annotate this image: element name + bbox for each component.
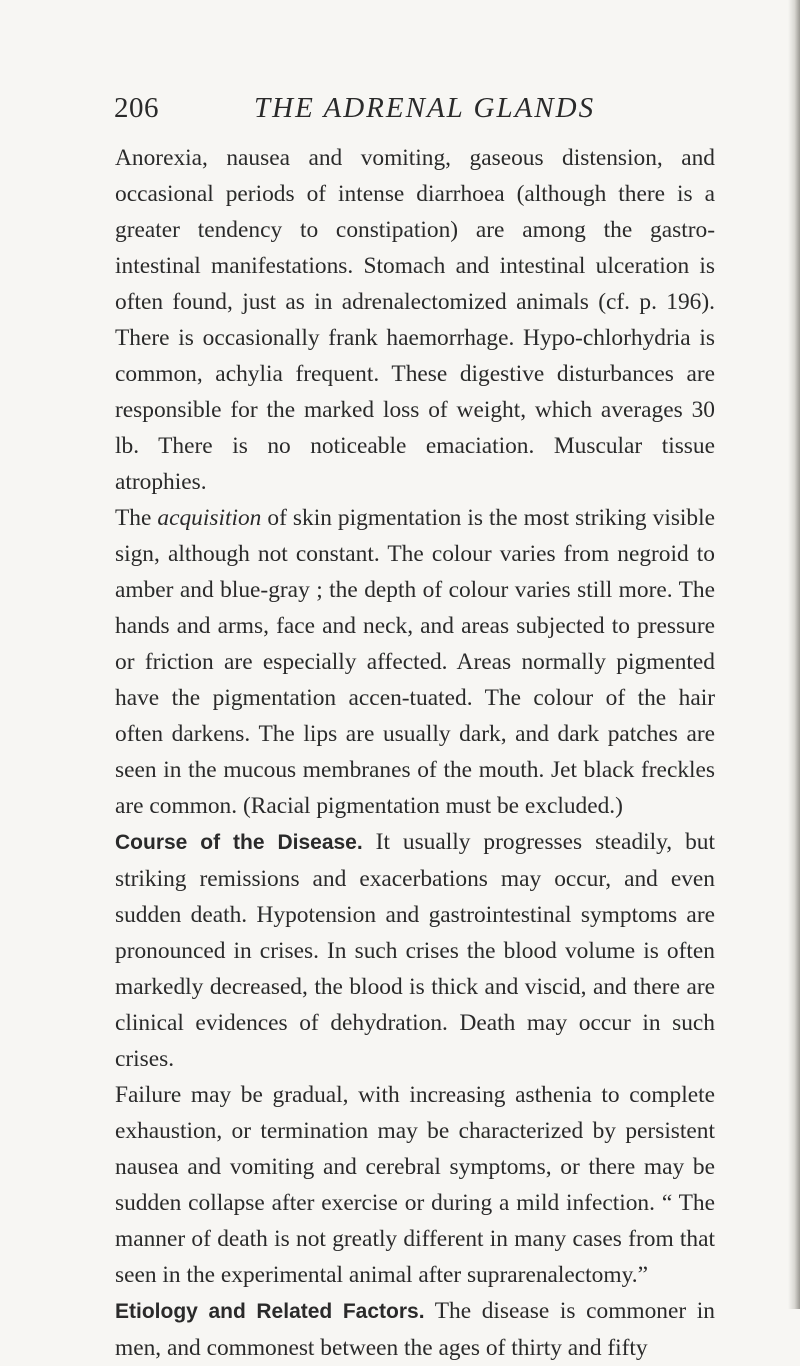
paragraph-text: It usually progresses steadily, but striking remissions and exacerbations may occur, and even sudden death. Hypotension and gastrointestinal symptoms are pronounced in crises. In such crises the blood volume is often markedly decreased, the blood is thick and viscid, and there are clinical evidences of dehydration. Death may occur in such crises. — [115, 829, 715, 1072]
body-text — [115, 140, 715, 1366]
section-heading-course: Course of the Disease. — [115, 831, 363, 854]
italic-term: acquisition — [157, 505, 262, 531]
paragraph-lead: The — [115, 505, 158, 531]
section-heading-etiology: Etiology and Related Factors. — [115, 1300, 425, 1323]
paragraph-text: Failure may be gradual, with increasing asthenia to complete exhaustion, or termination may be characterized by persistent nausea and vomiting and cerebral symptoms, or there may be sudden collapse after exercise or during a mild infection. “ The manner of death is not greatly different in many cases from that seen in the experimental animal after suprarenalectomy.” — [115, 1082, 715, 1288]
page-number: 206 — [114, 92, 159, 124]
page-edge-shadow — [788, 0, 800, 1309]
running-title: THE ADRENAL GLANDS — [254, 92, 596, 124]
paragraph-etiology — [115, 1293, 715, 1366]
paragraph-gastrointestinal — [115, 140, 715, 500]
paragraph-pigmentation — [115, 500, 715, 824]
paragraph-course — [115, 824, 715, 1077]
paragraph-text: The disease is commoner in men, and commonest between the ages of thirty and fifty — [115, 1298, 715, 1361]
running-header — [114, 92, 714, 132]
paragraph-failure — [115, 1077, 715, 1293]
paragraph-text: Anorexia, nausea and vomiting, gaseous distension, and occasional periods of intense diarrhoea (although there is a greater tendency to constipation) are among the gastro-intestinal manifestations. Stomach and intestinal ulceration is often found, just as in adrenalectomized animals (cf. p. 196). There is occasionally frank haemorrhage. Hypo-chlorhydria is common, achylia frequent. These digestive disturbances are responsible for the marked loss of weight, which averages 30 lb. There is no noticeable emaciation. Muscular tissue atrophies. — [115, 145, 715, 495]
paragraph-text: of skin pigmentation is the most striking visible sign, although not constant. The colour varies from negroid to amber and blue-gray ; the depth of colour varies still more. The hands and arms, face and neck, and areas subjected to pressure or friction are especially affected. Areas normally pigmented have the pigmentation accen-tuated. The colour of the hair often darkens. The lips are usually dark, and dark patches are seen in the mucous membranes of the mouth. Jet black freckles are common. (Racial pigmentation must be excluded.) — [115, 505, 716, 819]
